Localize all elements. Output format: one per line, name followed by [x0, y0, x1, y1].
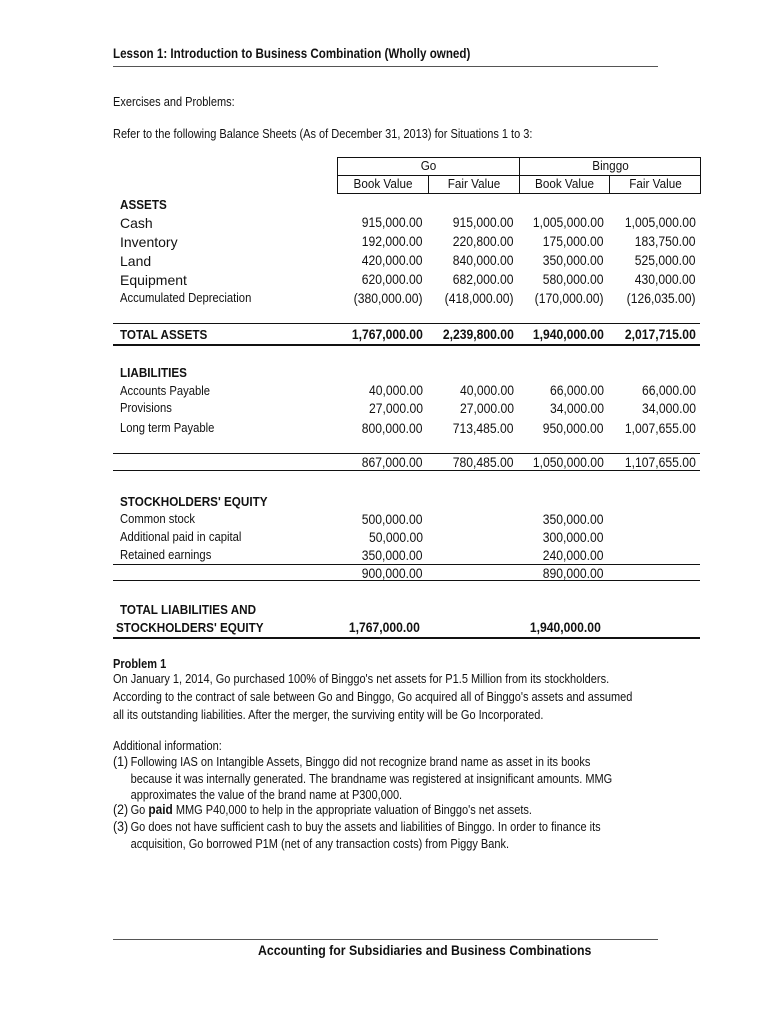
- info-item-1-line-2: because it was internally generated. The brandname was registered at insignificant amounts. MMG: [130, 771, 613, 786]
- asset-cash-go-bv: 915,000.00: [362, 215, 423, 230]
- info-item-2-post: MMG P40,000 to help in the appropriate valuation of Binggo's net assets.: [172, 803, 532, 817]
- asset-accum-dep-binggo-fv: (126,035.00): [627, 291, 696, 306]
- go-fair-value-header: Fair Value: [447, 176, 501, 191]
- liab-ltp-binggo-bv: 950,000.00: [543, 421, 604, 436]
- equity-retained-binggo: 240,000.00: [543, 548, 604, 563]
- liab-provisions-go-fv: 27,000.00: [459, 401, 514, 416]
- intro-line-1: Exercises and Problems:: [113, 95, 235, 109]
- asset-label-equipment: Equipment: [120, 272, 187, 288]
- info-item-3-line-1: Go does not have sufficient cash to buy the assets and liabilities of Binggo. In order to finance its: [130, 820, 601, 834]
- table-go-col-divider: [428, 175, 429, 194]
- grand-total-binggo: 1,940,000.00: [530, 620, 601, 635]
- grand-total-label-line-1: TOTAL LIABILITIES AND: [120, 602, 257, 617]
- liab-label-provisions: Provisions: [120, 401, 172, 415]
- liab-total-go-bv: 867,000.00: [362, 455, 423, 470]
- asset-accum-dep-go-fv: (418,000.00): [445, 291, 514, 306]
- info-item-2-number: (2): [113, 801, 129, 817]
- liab-ltp-go-fv: 713,485.00: [453, 421, 514, 436]
- company-go-header: Go: [420, 158, 437, 173]
- liab-ltp-go-bv: 800,000.00: [362, 421, 423, 436]
- problem-paragraph-line-2: According to the contract of sale between Go and Binggo, Go acquired all of Binggo's assets and assumed: [113, 690, 633, 704]
- asset-land-binggo-bv: 350,000.00: [543, 253, 604, 268]
- company-binggo-header: Binggo: [592, 158, 629, 173]
- grand-total-bottom-rule: [113, 637, 700, 639]
- assets-heading: ASSETS: [120, 197, 167, 212]
- liab-total-binggo-fv: 1,107,655.00: [625, 455, 696, 470]
- equity-common-stock-go: 500,000.00: [362, 512, 423, 527]
- asset-cash-binggo-fv: 1,005,000.00: [625, 215, 696, 230]
- table-binggo-col-divider: [609, 175, 610, 194]
- info-item-1: [113, 753, 612, 804]
- total-assets-label: TOTAL ASSETS: [120, 327, 208, 342]
- asset-cash-go-fv: 915,000.00: [453, 215, 514, 230]
- equity-apic-go: 50,000.00: [368, 530, 423, 545]
- info-item-3-number: (3): [113, 818, 129, 834]
- asset-accum-dep-binggo-bv: (170,000.00): [535, 291, 604, 306]
- equity-total-binggo: 890,000.00: [543, 566, 604, 581]
- equity-apic-binggo: 300,000.00: [543, 530, 604, 545]
- liab-provisions-binggo-bv: 34,000.00: [549, 401, 604, 416]
- grand-total-go: 1,767,000.00: [349, 620, 420, 635]
- liab-ap-binggo-bv: 66,000.00: [549, 383, 604, 398]
- page-header-title: Lesson 1: Introduction to Business Combination (Wholly owned): [113, 46, 471, 61]
- liab-total-top-rule: [113, 453, 700, 454]
- info-item-1-line-1: Following IAS on Intangible Assets, Binggo did not recognize brand name as asset in its books: [130, 755, 591, 769]
- equity-total-go: 900,000.00: [362, 566, 423, 581]
- header-rule: [113, 66, 658, 67]
- liab-label-ap: Accounts Payable: [120, 384, 211, 398]
- info-item-1-number: (1): [113, 753, 129, 769]
- liab-provisions-binggo-fv: 34,000.00: [641, 401, 696, 416]
- total-assets-go-fv: 2,239,800.00: [443, 327, 514, 342]
- asset-inventory-go-bv: 192,000.00: [362, 234, 423, 249]
- total-assets-binggo-bv: 1,940,000.00: [533, 327, 604, 342]
- binggo-fair-value-header: Fair Value: [629, 176, 682, 191]
- problem-paragraph-line-1: On January 1, 2014, Go purchased 100% of Binggo's net assets for P1.5 Million from its stockholders.: [113, 672, 610, 686]
- info-item-1-line-3: approximates the value of the brand name at P300,000.: [130, 788, 403, 802]
- grand-total-label-line-2: STOCKHOLDERS' EQUITY: [116, 620, 264, 635]
- liab-label-ltp: Long term Payable: [120, 421, 215, 435]
- asset-label-accum-dep: Accumulated Depreciation: [120, 291, 252, 305]
- total-assets-binggo-fv: 2,017,715.00: [625, 327, 696, 342]
- total-assets-top-rule: [113, 323, 700, 324]
- equity-label-common-stock: Common stock: [120, 512, 196, 526]
- asset-inventory-binggo-bv: 175,000.00: [543, 234, 604, 249]
- asset-cash-binggo-bv: 1,005,000.00: [533, 215, 604, 230]
- asset-inventory-go-fv: 220,800.00: [453, 234, 514, 249]
- asset-equipment-go-bv: 620,000.00: [362, 272, 423, 287]
- binggo-book-value-header: Book Value: [535, 176, 594, 191]
- liab-total-bottom-rule: [113, 470, 700, 471]
- intro-line-2: Refer to the following Balance Sheets (As of December 31, 2013) for Situations 1 to 3:: [113, 127, 533, 141]
- footer-rule: [113, 939, 658, 940]
- liab-ap-go-fv: 40,000.00: [459, 383, 514, 398]
- asset-land-binggo-fv: 525,000.00: [635, 253, 696, 268]
- liab-total-go-fv: 780,485.00: [453, 455, 514, 470]
- equity-label-retained: Retained earnings: [120, 548, 212, 562]
- equity-label-apic: Additional paid in capital: [120, 530, 242, 544]
- asset-land-go-fv: 840,000.00: [453, 253, 514, 268]
- asset-label-land: Land: [120, 253, 152, 269]
- liab-ap-go-bv: 40,000.00: [368, 383, 423, 398]
- additional-info-heading: Additional information:: [113, 739, 222, 753]
- info-item-3: [113, 818, 601, 852]
- liabilities-heading: LIABILITIES: [120, 365, 187, 380]
- total-assets-bottom-rule: [113, 344, 700, 346]
- liab-ap-binggo-fv: 66,000.00: [641, 383, 696, 398]
- info-item-2-pre: Go: [130, 803, 149, 817]
- go-book-value-header: Book Value: [353, 176, 413, 191]
- liab-ltp-binggo-fv: 1,007,655.00: [625, 421, 696, 436]
- asset-equipment-binggo-fv: 430,000.00: [635, 272, 696, 287]
- problem-title: Problem 1: [113, 657, 167, 671]
- equity-common-stock-binggo: 350,000.00: [543, 512, 604, 527]
- asset-accum-dep-go-bv: (380,000.00): [354, 291, 423, 306]
- equity-total-bottom-rule: [113, 580, 700, 581]
- info-item-3-line-2: acquisition, Go borrowed P1M (net of any transaction costs) from Piggy Bank.: [130, 836, 510, 851]
- equity-heading: STOCKHOLDERS' EQUITY: [120, 494, 268, 509]
- page-footer-title: Accounting for Subsidiaries and Business Combinations: [258, 942, 592, 958]
- total-assets-go-bv: 1,767,000.00: [352, 327, 423, 342]
- info-item-2-bold: paid: [148, 802, 173, 817]
- info-item-2: [113, 801, 532, 819]
- problem-paragraph-line-3: all its outstanding liabilities. After the merger, the surviving entity will be Go Incorporated.: [113, 708, 544, 722]
- table-company-divider: [519, 157, 520, 194]
- asset-label-cash: Cash: [120, 215, 153, 231]
- equity-retained-go: 350,000.00: [362, 548, 423, 563]
- asset-label-inventory: Inventory: [120, 234, 178, 250]
- equity-total-top-rule: [113, 564, 700, 565]
- asset-equipment-binggo-bv: 580,000.00: [543, 272, 604, 287]
- asset-equipment-go-fv: 682,000.00: [453, 272, 514, 287]
- liab-total-binggo-bv: 1,050,000.00: [533, 455, 604, 470]
- asset-land-go-bv: 420,000.00: [362, 253, 423, 268]
- liab-provisions-go-bv: 27,000.00: [368, 401, 423, 416]
- asset-inventory-binggo-fv: 183,750.00: [635, 234, 696, 249]
